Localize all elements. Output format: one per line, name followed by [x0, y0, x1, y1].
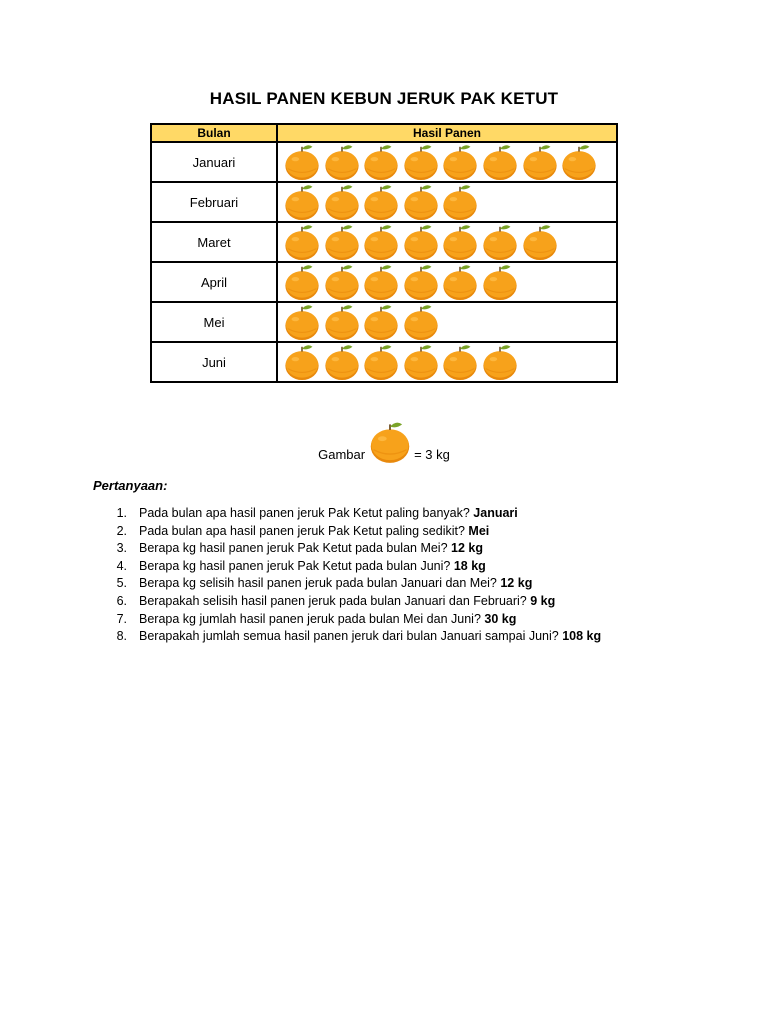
question-answer: 18 kg [453, 558, 486, 573]
question-item [93, 611, 601, 629]
orange-fruit-icon [283, 143, 321, 181]
question-number: 7. [116, 611, 127, 626]
table-row [151, 302, 617, 342]
legend [0, 420, 768, 468]
question-item [93, 540, 601, 558]
question-number: 4. [116, 558, 127, 573]
table-row [151, 222, 617, 262]
question-answer: Januari [473, 506, 518, 520]
question-text: Pada bulan apa hasil panen jeruk Pak Ketut paling banyak? [139, 506, 470, 520]
orange-fruit-icon [323, 143, 361, 181]
month-label: Maret [151, 222, 277, 262]
question-text: Berapa kg selisih hasil panen jeruk pada bulan Januari dan Mei? [139, 576, 497, 591]
orange-fruit-icon [283, 183, 321, 221]
orange-fruit-icon [283, 263, 321, 301]
orange-fruit-icon [441, 263, 479, 301]
question-text: Berapa kg jumlah hasil panen jeruk pada bulan Mei dan Juni? [139, 611, 481, 626]
orange-fruit-icon [402, 303, 440, 341]
orange-fruit-icon [283, 303, 321, 341]
question-item [93, 593, 601, 611]
orange-fruit-icon [323, 343, 361, 381]
question-number: 2. [116, 523, 127, 538]
question-answer: 12 kg [451, 541, 483, 556]
orange-fruit-icon [441, 143, 479, 181]
orange-fruit-icon [402, 343, 440, 381]
orange-fruit-icon [481, 143, 519, 181]
table-row [151, 342, 617, 382]
question-answer: 9 kg [530, 593, 556, 608]
question-number: 5. [116, 576, 127, 591]
question-number: 6. [116, 593, 127, 608]
legend-suffix: = 3 kg [414, 447, 450, 462]
orange-fruit-icon [560, 143, 598, 181]
orange-fruit-icon [323, 223, 361, 261]
orange-fruit-icon [368, 420, 412, 464]
orange-fruit-icon [323, 263, 361, 301]
orange-fruit-icon [481, 343, 519, 381]
question-number: 3. [116, 541, 127, 556]
orange-fruit-icon [362, 183, 400, 221]
orange-fruit-icon [362, 143, 400, 181]
orange-fruit-icon [362, 303, 400, 341]
orange-fruit-icon [402, 183, 440, 221]
orange-fruit-icon [323, 183, 361, 221]
pictograph-body [151, 142, 617, 382]
orange-fruit-icon [481, 263, 519, 301]
table-row [151, 182, 617, 222]
orange-fruit-icon [402, 143, 440, 181]
orange-fruit-icon [521, 223, 559, 261]
orange-fruit-icon [441, 343, 479, 381]
pictograph-table [150, 123, 618, 383]
question-answer: 108 kg [562, 629, 602, 644]
page-title: HASIL PANEN KEBUN JERUK PAK KETUT [209, 89, 559, 108]
orange-fruit-icon [481, 223, 519, 261]
harvest-icons [277, 342, 617, 382]
orange-fruit-icon [402, 263, 440, 301]
question-answer: 30 kg [484, 611, 517, 626]
harvest-icons [277, 142, 617, 182]
month-label: Januari [151, 142, 277, 182]
question-answer: Mei [468, 523, 490, 538]
question-number: 8. [116, 629, 127, 644]
harvest-icons [277, 222, 617, 262]
column-header-harvest: Hasil Panen [277, 124, 617, 142]
orange-fruit-icon [362, 223, 400, 261]
question-text: Berapa kg hasil panen jeruk Pak Ketut pada bulan Juni? [139, 558, 451, 573]
orange-fruit-icon [362, 263, 400, 301]
orange-fruit-icon [283, 343, 321, 381]
harvest-icons [277, 182, 617, 222]
orange-fruit-icon [441, 223, 479, 261]
orange-fruit-icon [362, 343, 400, 381]
questions-heading: Pertanyaan: [93, 478, 168, 493]
orange-fruit-icon [323, 303, 361, 341]
question-text: Berapa kg hasil panen jeruk Pak Ketut pada bulan Mei? [139, 541, 448, 556]
legend-prefix: Gambar [318, 447, 366, 462]
question-number: 1. [116, 506, 127, 520]
orange-fruit-icon [283, 223, 321, 261]
month-label: Juni [151, 342, 277, 382]
harvest-icons [277, 262, 617, 302]
column-header-month: Bulan [151, 124, 277, 142]
question-item [93, 575, 601, 593]
orange-fruit-icon [521, 143, 559, 181]
question-answer: 12 kg [500, 576, 533, 591]
questions-list [93, 505, 601, 646]
question-text: Berapakah selisih hasil panen jeruk pada bulan Januari dan Februari? [139, 593, 527, 608]
table-row [151, 142, 617, 182]
month-label: April [151, 262, 277, 302]
question-item [93, 523, 601, 541]
question-text: Pada bulan apa hasil panen jeruk Pak Ketut paling sedikit? [139, 523, 465, 538]
question-text: Berapakah jumlah semua hasil panen jeruk dari bulan Januari sampai Juni? [139, 629, 559, 644]
question-item [93, 628, 601, 646]
harvest-icons [277, 302, 617, 342]
table-header-row [151, 124, 617, 142]
month-label: Februari [151, 182, 277, 222]
question-item [93, 558, 601, 576]
question-item [93, 505, 601, 523]
table-row [151, 262, 617, 302]
orange-fruit-icon [441, 183, 479, 221]
month-label: Mei [151, 302, 277, 342]
orange-fruit-icon [402, 223, 440, 261]
